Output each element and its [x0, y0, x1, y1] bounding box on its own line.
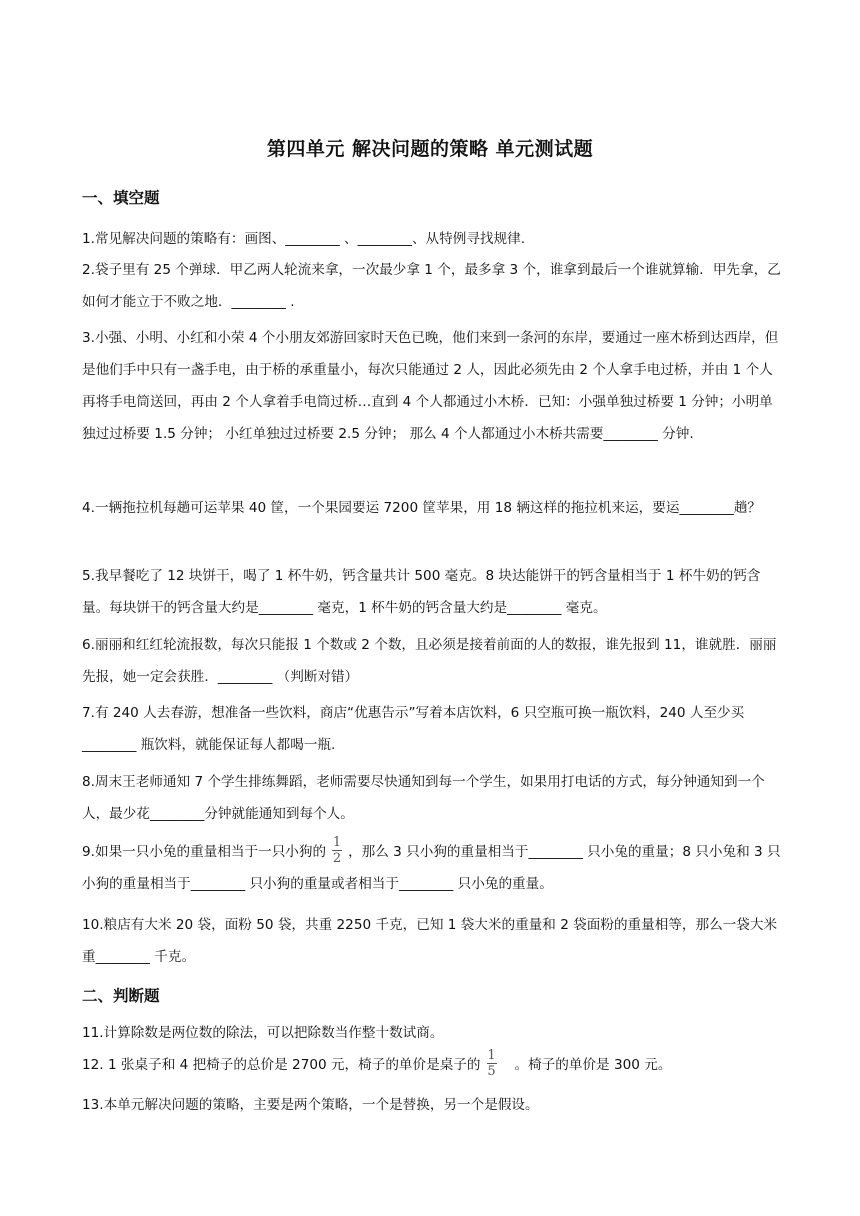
fraction-denominator: 2 [332, 850, 342, 866]
page-title: 第四单元 解决问题的策略 单元测试题 [266, 138, 594, 160]
fraction-numerator: 1 [332, 834, 342, 850]
fraction-denominator: 5 [487, 1063, 496, 1079]
question-4: 4.一辆拖拉机每趟可运苹果 40 筐，一个果园要运 7200 筐苹果，用 18 辆这样的拖拉机来运，要运________趟？ [82, 500, 762, 516]
question-11: 11.计算除数是两位数的除法，可以把除数当作整十数试商。 [82, 1025, 444, 1041]
question-8: 8.周末王老师通知 7 个学生排练舞蹈，老师需要尽快通知到每一个学生，如果用打电话的方式，每分钟通知到一个人，最少花________分钟就能通知到每个人。 [82, 774, 765, 822]
question-2: 2.袋子里有 25 个弹球．甲乙两人轮流来拿，一次最少拿 1 个，最多拿 3 个，谁拿到最后一个谁就算输．甲先拿，乙如何才能立于不败之地．________ . [82, 262, 781, 310]
section-heading-fill-in: 一、填空题 [82, 189, 160, 207]
fraction-one-fifth [487, 1049, 497, 1078]
question-5: 5.我早餐吃了 12 块饼干，喝了 1 杯牛奶，钙含量共计 500 毫克。8 块达能饼干的钙含量相当于 1 杯牛奶的钙含量。每块饼干的钙含量大约是________ 毫克，1 杯牛奶的钙含量大约是________ 毫克。 [82, 568, 761, 616]
question-10: 10.粮店有大米 20 袋，面粉 50 袋，共重 2250 千克，已知 1 袋大米的重量和 2 袋面粉的重量相等，那么一袋大米重________ 千克。 [82, 917, 778, 965]
fraction-numerator: 1 [487, 1047, 496, 1063]
question-9-text-start: 9.如果一只小兔的重量相当于一只小狗的 [82, 844, 327, 860]
question-12-text-start: 12. 1 张桌子和 4 把椅子的总价是 2700 元，椅子的单价是桌子的 [82, 1057, 481, 1073]
question-13: 13.本单元解决问题的策略，主要是两个策略，一个是替换，另一个是假设。 [82, 1097, 539, 1113]
question-1: 1.常见解决问题的策略有：画图、________ 、________、从特例寻找规律. [82, 231, 526, 247]
question-7: 7.有 240 人去春游，想准备一些饮料，商店“优惠告示”写着本店饮料，6 只空瓶可换一瓶饮料，240 人至少买________ 瓶饮料，就能保证每人都喝一瓶. [82, 705, 745, 753]
section-heading-true-false: 二、判断题 [82, 987, 160, 1005]
question-9-text-end: ，那么 3 只小狗的重量相当于________ 只小兔的重量；8 只小兔和 3 只小狗的重量相当于________ 只小狗的重量或者相当于________ 只小兔的重量。 [82, 844, 781, 892]
question-9 [82, 836, 782, 900]
fraction-one-half [332, 836, 342, 865]
question-6: 6.丽丽和红红轮流报数，每次只能报 1 个数或 2 个数，且必须是接着前面的人的数报，谁先报到 11，谁就胜．丽丽先报，她一定会获胜．________ （判断对错） [82, 637, 777, 685]
question-12 [82, 1049, 782, 1081]
question-3: 3.小强、小明、小红和小荣 4 个小朋友郊游回家时天色已晚，他们来到一条河的东岸，要通过一座木桥到达西岸，但是他们手中只有一盏手电，由于桥的承重量小，每次只能通过 2 人，因此必须先由 2 个人拿手电过桥，并由 1 个人再将手电筒送回，再由 2 个人拿着手电筒过桥…直到 4 个人都通过小木桥．已知：小强单独过桥要 1 分钟；小明单独过过桥要 1.5 分钟； 小红单独过过桥要 2.5 分钟； 那么 4 个人都通过小木桥共需要________ 分钟. [82, 330, 779, 442]
question-12-text-end: 。椅子的单价是 300 元。 [514, 1057, 672, 1073]
